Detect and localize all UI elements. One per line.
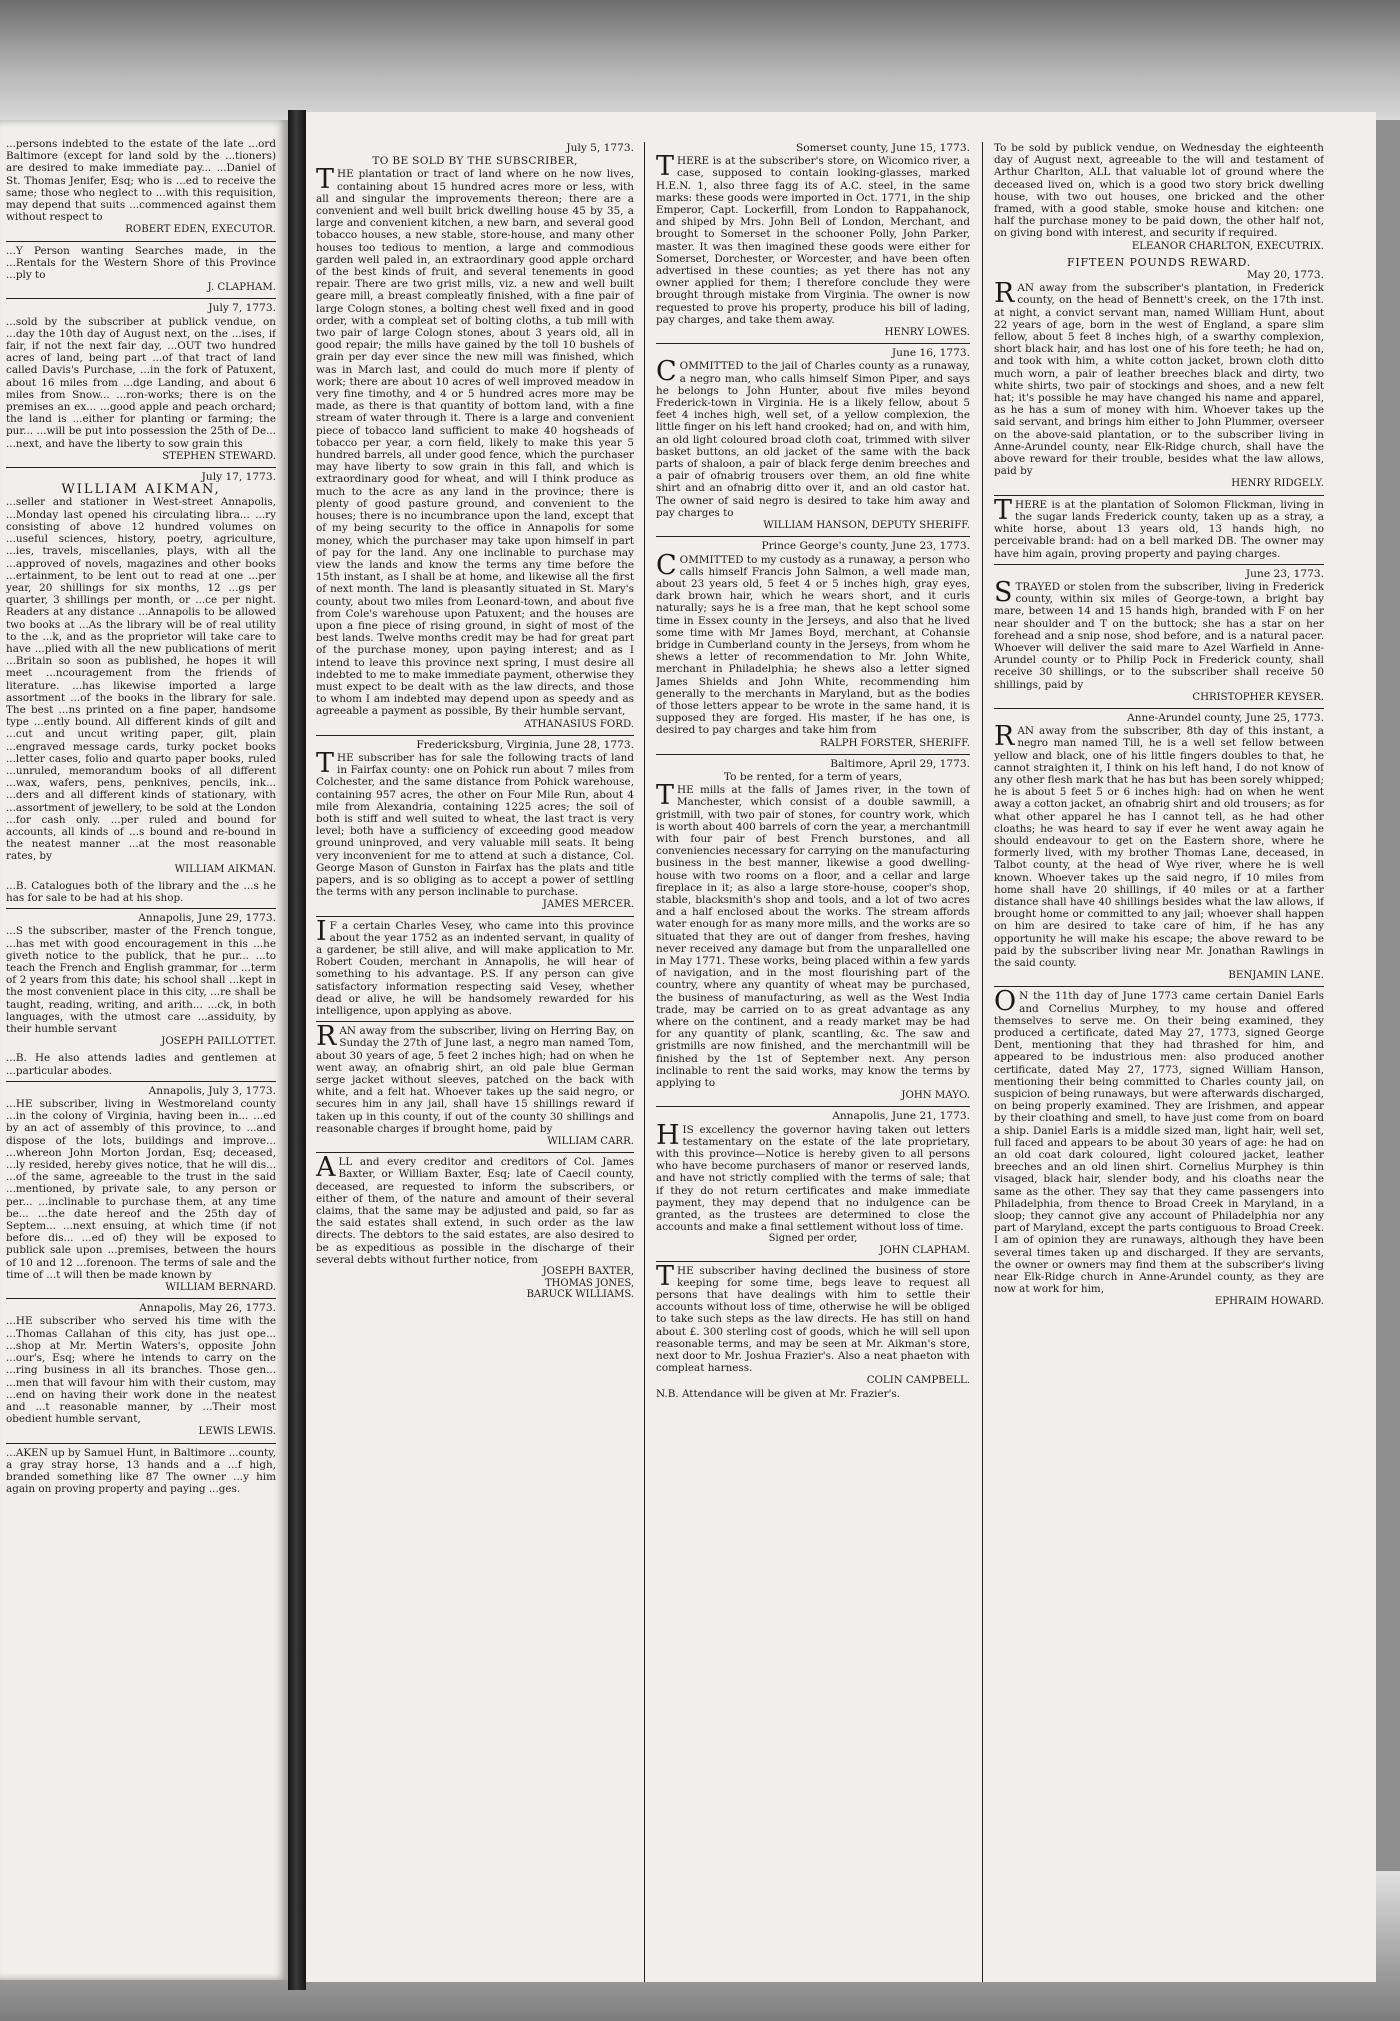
ad-body — [656, 1260, 970, 1375]
ad-signature: HENRY RIDGELY. — [1231, 478, 1324, 490]
ad-dateline: Annapolis, June 29, 1773. — [138, 912, 276, 925]
ad-vesey-notice — [316, 915, 634, 1018]
ad-body: ...HE subscriber, living in Westmoreland county ...in the colony of Virginia, having been in... ...ed by an act of assembly of this province, to ...and dispose of the lots, buildings and improve... ...whereon John Morton Jordan, Esq; deceased, ...ly resided, hereby gives notice, that he will dis... ...of the same, agreeable to the trust in the said ...mentioned, by private sale, to any person or per... ...inclinable to purchase them, at any time be... ...the date hereof and the 25th day of Septem... ...next ensuing, at which time (if not before dis... ...ed of) they will be exposed to publick sale upon ...premises, between the hours of 10 and 12 ...forenoon. The terms of sale and the time of ...t will then be made known by — [6, 1098, 276, 1281]
rule — [656, 343, 970, 344]
ad-body — [994, 494, 1324, 560]
ad-body: To be sold by publick vendue, on Wednesday the eighteenth day of August next, agreeable to the will and testament of Arthur Charlton, ALL that valuable lot of ground where the deceased lived on, which is a good two story brick dwelling house, with two out houses, one bricked and the other framed, with a good stable, smoke house and kitchen: one half the purchase money to be paid down, the other half not, on giving bond with interest, and security if required. — [994, 142, 1324, 240]
signature-line: JOHN CLAPHAM. — [879, 1245, 970, 1257]
ad-aikman-nb — [6, 880, 276, 904]
ad-body: ...AKEN up by Samuel Hunt, in Baltimore ...county, a gray stray horse, 13 hands and a ...f high, branded something like 87 The owner ...y him again on proving property and paying ...ges. — [6, 1446, 276, 1496]
drop-initial: R — [994, 721, 1015, 753]
ad-keyser-mare — [994, 568, 1324, 704]
ad-aikman-library — [6, 471, 276, 876]
signature-line: JOSEPH BAXTER, — [542, 1266, 634, 1278]
ad-dateline: July 17, 1773. — [201, 471, 276, 484]
ad-body — [316, 164, 634, 718]
ad-body — [994, 721, 1324, 969]
signature-line: THOMAS JONES, — [544, 1277, 634, 1289]
ad-steward-land — [6, 302, 276, 463]
rule — [316, 1021, 634, 1022]
ad-signature: ELEANOR CHARLTON, EXECUTRIX. — [1131, 240, 1324, 252]
drop-initial: O — [994, 986, 1017, 1018]
rule — [6, 298, 276, 299]
drop-initial: T — [656, 151, 675, 183]
rule — [6, 1443, 276, 1444]
ad-dateline: May 20, 1773. — [1246, 269, 1324, 282]
drop-initial: T — [994, 494, 1013, 526]
ad-body — [994, 576, 1324, 691]
ad-body: ...B. Catalogues both of the library and the ...s he has for sale to be had at his shop. — [6, 879, 276, 904]
ad-heading: TO BE SOLD BY THE SUBSCRIBER, — [372, 155, 578, 168]
ad-signature: JOHN MAYO. — [901, 1090, 970, 1102]
ad-body — [656, 780, 970, 1090]
ad-reward-heading: FIFTEEN POUNDS REWARD. — [1066, 255, 1252, 269]
drop-initial: R — [316, 1021, 337, 1053]
ad-body — [316, 915, 634, 1018]
ad-signature-lines — [656, 1233, 970, 1256]
signature-line: Signed per order, — [768, 1233, 858, 1245]
column-2 — [656, 142, 970, 1982]
ad-heading: To be rented, for a term of years, — [723, 770, 903, 783]
ad-body — [994, 986, 1324, 1296]
ad-text: AN away from the subscriber, living on Herring Bay, on Sunday the 27th of June last, a negro man named Tom, about 30 years of age, 5 feet 2 inches high; had on when he went away, an ofnabrig shirt, an old pale blue German serge jacket without sleeves, patched on the back with white, and a felt hat. Whoever takes up the said negro, or secures him in any jail, shall have 15 shillings reward if taken up in this county, if out of the county 30 shillings and reasonable charges if brought home, paid by — [316, 1025, 634, 1135]
ad-howard-irishmen — [994, 986, 1324, 1308]
ad-text: LL and every creditor and creditors of Col. James Baxter, or William Baxter, Esq; late of Caecil county, deceased, are requested to inform the subscribers, or either of them, of the nature and amount of their several claims, that the same may be adjusted and paid, so far as the said estates shall extend, in such order as the law directs. The debtors to the said estates, are also desired to be as expeditious as possible in the discharge of their several debts without further notice, from — [316, 1156, 634, 1266]
ad-dateline: Annapolis, July 3, 1773. — [148, 1084, 276, 1097]
ad-bernard-lots — [6, 1085, 276, 1294]
ad-text: HE subscriber has for sale the following tracts of land in Fairfax county: one on Pohick run about 7 miles from Colchester, and the same distance from Pohick warehouse, containing 957 acres, the other on Four Mile Run, about 4 mile from Alexandria, containing 1225 acres; the soil of both is stiff and well suited to wheat, the last tract is very level; both have a sufficiency of exceeding good meadow ground uninproved, and very valuable mill seats. It being very inconvenient for me to attend at such a distance, Col. George Mason of Gunston in Fairfax has the plats and title papers, and is so obliging as to accept a power of settling the terms with any person inclinable to purchase. — [316, 751, 634, 899]
ad-governor-notice — [656, 1110, 970, 1256]
ad-eden-executor — [6, 138, 276, 237]
ad-dateline: Annapolis, May 26, 1773. — [139, 1302, 276, 1315]
ad-body — [316, 747, 634, 899]
ad-dateline: Prince George's county, June 23, 1773. — [761, 540, 970, 553]
ad-signature: WILLIAM CARR. — [547, 1136, 634, 1148]
ad-lane-runaway — [994, 712, 1324, 982]
ad-dateline: Baltimore, April 29, 1773. — [830, 757, 970, 770]
signature-line: BARUCK WILLIAMS. — [526, 1289, 634, 1301]
drop-initial: A — [316, 1152, 336, 1184]
ad-forster-committed — [656, 540, 970, 749]
drop-initial: R — [994, 278, 1015, 310]
rule — [656, 536, 970, 537]
ad-ridgely-runaway — [994, 257, 1324, 491]
ad-text: AN away from the subscriber's plantation, in Frederick county, on the head of Bennett's creek, on the 17th inst. at night, a convict servant man, named William Hunt, about 22 years of age, born in the west of England, a spare slim fellow, about 5 feet 8 inches high, of a swarthy complexion, short black hair, and has lost one of his fore teeth; he had on, and took with him, a white cotton jacket, brown cloth ditto much worn, a pair of leather breeches black and dirty, two white shirts, two pair of stockings and shoes, and a new felt hat; it's possible he may have changed his name and apparel, as he has a sum of money with him. Whoever takes up the said servant, and brings him either to John Plummer, overseer on the above-said plantation, or to the subscriber living in Anne-Arundel county, near Elk-Ridge church, shall have the above reward for their trouble, besides what the law allows, paid by — [994, 282, 1324, 478]
rule — [316, 1152, 634, 1153]
ad-signature: WILLIAM BERNARD. — [165, 1282, 276, 1294]
column-rule — [982, 142, 983, 1982]
rule — [656, 1261, 970, 1262]
rule — [994, 986, 1324, 987]
ad-body — [656, 356, 970, 519]
ad-body: ...B. He also attends ladies and gentlemen at ...particular abodes. — [6, 1052, 276, 1077]
ad-searches-clapham — [6, 245, 276, 295]
ad-text: TRAYED or stolen from the subscriber, living in Frederick county, within six miles of George-town, a bright bay mare, between 14 and 15 hands high, branded with F on her near shoulder and T on the buttock; she has a star on her forehead and a snip nose, shod before, and is a natural pacer. Whoever will deliver the said mare to Azel Warfield in Anne-Arundel county or to Philip Pock in Frederick county, shall receive 30 shillings, or to the subscriber shall receive 50 shillings, paid by — [994, 580, 1324, 691]
ad-signature: EPHRAIM HOWARD. — [1214, 1296, 1324, 1308]
ad-signature: ROBERT EDEN, EXECUTOR. — [125, 224, 276, 236]
ad-body — [316, 1021, 634, 1135]
drop-initial: T — [656, 1260, 675, 1292]
ad-signature: LEWIS LEWIS. — [198, 1426, 276, 1438]
ad-body: ...seller and stationer in West-street Annapolis, ...Monday last opened his circulating libra... ...ry consisting of above 12 hundred volumes on ...useful sciences, history, poetry, agriculture, ...ies, travels, miscellanies, plays, with all the ...approved of novels, magazines and other books ...ertainment, to be lent out to read at one ...per year, 20 shillings for six months, 12 ...gs per quarter, 3 shillings per month, or ...ce per night. Readers at any distance ...Annapolis to be allowed two books at ...As the library will be of real utility to the ...k, and as the proprietor will take care to have ...plied with all the new publications of merit ...Britain so soon as published, he hopes it will meet ...ncouragement from the friends of literature. ...has likewise imported a large assortment ...of the books in the library for sale. The best ...ns printed on a fine paper, handsome type ...ently bound. All different kinds of gilt and ...cut and uncut writing paper, gilt, plain ...engraved message cards, turky pocket books ...letter cases, folio and quarto paper books, ruled ...unruled, memorandum books of all different ...wax, wafers, pens, penknives, pencils, ink... ...ders and all different kinds of stationary, with ...assortment of jewellery, to be sold at the London ...for cash only. ...per ruled and bound for accounts, all kinds of ...s bound and re-bound in the neatest manner ...at the most reasonable rates, by — [6, 496, 276, 863]
ad-lewis-shop — [6, 1302, 276, 1438]
ad-body — [656, 549, 970, 737]
ad-body: ...S the subscriber, master of the French tongue, ...has met with good encouragement in this ...he giveth notice to the publick, that he pur... ...to teach the French and English grammar, for ...term of 2 years from this date; his school shall ...kept in the most convenient place in this city, ...re shall be taught, reading, writing, and arith... ...ck, in both languages, with the utmost care ...assiduity, by their humble servant — [6, 925, 276, 1036]
rule — [316, 735, 634, 736]
ad-text: F a certain Charles Vesey, who came into this province about the year 1752 as an indented servant, in quality of a gardener, be still alive, and will make application to Mr. Robert Couden, merchant in Annapolis, he will hear of something to his advantage. P.S. If any person can give satisfactory information respecting said Vesey, whether dead or alive, he will be handsomely rewarded for his intelligence, upon applying as above. — [316, 919, 634, 1018]
ad-signature: ATHANASIUS FORD. — [523, 718, 634, 730]
left-column — [6, 138, 276, 1980]
ad-text: OMMITTED to the jail of Charles county as a runaway, a negro man, who calls himself Simon Piper, and says he belongs to John Hunter, about five miles beyond Frederick-town in Virginia. He is a likely fellow, about 5 feet 4 inches high, well set, of a yellow complexion, the little finger on his left hand crooked; had on, and with him, an old light coloured broad cloth coat, trimmed with silver basket buttons, an old jacket of the same with the back parts of shaloon, a pair of black ferge denim breeches and a pair of ofnabrig trousers over them, an old fine white shirt and an ofnabrig ditto over it, and an old castor hat. The owner of said negro is desired to take him away and pay charges to — [656, 360, 970, 519]
ad-body: ...persons indebted to the estate of the late ...ord Baltimore (except for land sold by the ...tioners) are desired to make immediate pay... ...Daniel of St. Thomas Jenifer, Esq; who is ...ed to receive the same; those who neglect to ...with this requisition, may depend that suits ...commenced against them without respect to — [6, 138, 276, 224]
ad-text: HERE is at the subscriber's store, on Wicomico river, a case, supposed to contain looking-glasses, marked H.E.N. 1, also three fagg its of A.C. steel, in the same marks: these goods were imported in Oct. 1771, in the ship Emperor, Capt. Lockerfill, from London to Rappahanock, and shiped by Mrs. John Bell of London, Merchant, and brought to Somerset in the schooner Polly, John Parker, master. It was then imagined these goods were either for Somerset, Dorchester, or Worcester, and have been often advertised in these counties; as yet there has not any owner applied for them; I therefore conclude they were brought through mistake from Virginia. The owner is now requested to prove his property, produce his bill of lading, pay charges, and take them away. — [656, 155, 970, 326]
ad-text: HE plantation or tract of land where on he now lives, containing about 15 hundred acres more or less, with all and singular the improvements thereon; there are a convenient and well built brick dwelling house 45 by 35, a large and convenient kitchen, a new barn, and several good tobacco houses, a new stable, store-house, and many other houses too tedious to mention, a large and commodious garden well paled in, an extraordinary good apple orchard of the best kinds of fruit, and several tenements in good repair. There are two grist mills, viz. a new and well built geare mill, a breast compleatly finished, with a fine pair of large Cologn stones, a bolting chest well fixed and in good order, with a compleat set of bolting cloths, a tub mill with two pair of large Cologn stones, about 3 years old, all in good repair; the mills have gained by the toll 10 bushels of grain per day ever since the new mill was finished, which was in March last, and could do much more if plenty of work; there are about 10 acres of well improved meadow in very fine timothy, and 4 or 5 hundred acres more may be made, as there is that quantity of bottom land, with a fine stream of water through it. There is a large and convenient piece of tobacco land sufficient to make 40 hogsheads of tobacco per year, a corn field, likely to make this year 5 hundred barrels, all under good fence, which the purchaser may have liberty to sow grain in this fall, and which is extraordinary good for wheat, and will I think produce as much to the acre as any land in the province; there is plenty of good pasture ground, and convenient to the houses; there is no incumbrance upon the land, except that of my being security to the office in Annapolis for some money, which the purchaser may take upon himself in part of pay for the land. Any one inclinable to purchase may view the lands and know the terms any time before the 15th instant, as I shall be at home, and likewise all the first of next month. The land is pleasantly situated in St. Mary's county, about two miles from Leonard-town, and about five from Cole's warehouse upon Patuxent; and the houses are upon a fine piece of rising ground, in sight of most of the best lands. Twelve months credit may be had for great part of the purchase money, upon paying interest; and as I intend to leave this province next spring, I must desire all indebted to me to make immediate payment, otherwise they must expect to be dealt with as the law directs, and those to whom I am indebted may depend upon as speedy and as agreeable a payment as possible, By their humble servant, — [316, 168, 634, 718]
column-rule — [644, 142, 645, 1982]
ad-paillottet-french — [6, 912, 276, 1048]
ad-campbell-store — [656, 1260, 970, 1400]
ad-signature: STEPHEN STEWARD. — [162, 450, 276, 462]
ad-signature: COLIN CAMPBELL. — [866, 1375, 970, 1387]
rule — [6, 1081, 276, 1082]
drop-initial: C — [656, 356, 677, 388]
ad-ford-plantation — [316, 142, 634, 731]
column-1 — [316, 142, 634, 1982]
ad-text: HE mills at the falls of James river, in the town of Manchester, which consist of a double sawmill, a gristmill, with two pair of stones, for country work, which is worth about 400 barrels of corn the year, a merchantmill with four pair of best French burstones, and all conveniencies necessary for carrying on the manufacturing business in the best manner, likewise a good dwelling-house with two rooms on a floor, and a cellar and large fireplace in it; as also a large store-house, cooper's shop, stable, blacksmith's shop and tools, and a lot of two acres and a half enclosed about the works. The stream affords water enough for as many more mills, and the works are so situated that they are out of danger from freshes, having never received any damage but from the unparallelled one in May 1771. These works, being placed within a few yards of navigation, and in the most flourishing part of the country, where any quantity of wheat may be purchased, the business of manufacturing, as well as the West India trade, may be carried on to as great advantage as any where on the continent, and a ready market may be had for any quantity of plank, scantling, &c. The saw and gristmills are now finished, and the merchantmill will be finished by the 1st of September next. Any person inclinable to rent the said works, may know the terms by applying to — [656, 784, 970, 1090]
ad-signature: J. CLAPHAM. — [207, 282, 276, 294]
ad-paillottet-nb — [6, 1052, 276, 1076]
ad-body — [656, 151, 970, 326]
ad-text: AN away from the subscriber, 8th day of this instant, a negro man named Till, he is a well set fellow between yellow and black, one of his little fingers doubles to that, he cannot straighten it, I think on his left hand, I do not know of any other flesh mark that he has but has been sorely whipped; he is about 5 feet 5 or 6 inches high: had on when he went away a cotton jacket, an ofnabrig shirt and old trousers; as for what other apparel he has I cannot tell, as he had other cloaths; he was heard to say if ever he went away again he should endeavour to get on the Eastern shore, where he formerly lived, with my brother Thomas Lane, deceased, in Talbot county, at the head of Wye river, where he is well known. Whoever takes up the said negro, if 10 miles from home shall have 20 shillings, if 40 miles or at a farther distance shall have 40 shillings besides what the law allows, if brought home or committed to any jail; whoever shall happen on him are desired to take care of him, if he has any opportunity he will make his escape; the above reward to be paid by the subscriber living near Mr. Jonathan Rawlings in the said county. — [994, 725, 1324, 969]
rule — [6, 467, 276, 468]
ad-heading: WILLIAM AIKMAN, — [61, 482, 221, 498]
column-3 — [994, 142, 1324, 1982]
rule — [6, 1298, 276, 1299]
ad-signature: CHRISTOPHER KEYSER. — [1192, 691, 1324, 703]
ad-dateline: Somerset county, June 15, 1773. — [796, 142, 970, 154]
ad-dateline: June 23, 1773. — [1245, 567, 1324, 580]
rule — [6, 908, 276, 909]
drop-initial: H — [656, 1119, 680, 1151]
rule — [994, 495, 1324, 496]
rule — [316, 916, 634, 917]
rule — [656, 1106, 970, 1107]
ad-body — [656, 1119, 970, 1234]
rule — [994, 708, 1324, 709]
ad-signature: JOSEPH PAILLOTTET. — [161, 1036, 276, 1048]
ad-signature: HENRY LOWES. — [884, 327, 970, 339]
ad-signature: WILLIAM AIKMAN. — [174, 863, 276, 875]
ad-body: ...HE subscriber who served his time with the ...Thomas Callahan of this city, has just ope... ...shop at Mr. Mertin Waters's, opposite John ...our's, Esq; where he intends to carry on the ...ring business in all its branches. Those gen... ...men that will favour him with their custom, may ...end on having their work done in the neatest and ...t reasonable manner, by ...Their most obedient humble servant, — [6, 1315, 276, 1426]
ad-text: IS excellency the governor having taken out letters testamentary on the estate of the late proprietary, with this province—Notice is hereby given to all persons who have become purchasers of manor or reserved lands, and have not strictly complied with the terms of sale; that if they do not return certificates and make immediate payment, they may depend that no indulgence can be granted, as the trustees are determined to close the accounts and make a final settlement without loss of time. — [656, 1123, 970, 1234]
drop-initial: T — [656, 780, 675, 812]
ad-carr-runaway — [316, 1021, 634, 1148]
ad-dateline: Annapolis, June 21, 1773. — [832, 1110, 970, 1123]
drop-initial: I — [316, 915, 327, 947]
scan-shadow-top — [0, 0, 1400, 120]
book-gutter — [288, 110, 306, 1990]
ad-dateline: July 7, 1773. — [208, 302, 276, 315]
ad-signature: JAMES MERCER. — [542, 899, 634, 911]
ad-dateline: June 16, 1773. — [891, 347, 970, 360]
ad-postscript: N.B. Attendance will be given at Mr. Frazier's. — [656, 1387, 901, 1400]
rule — [6, 241, 276, 242]
left-page — [0, 120, 288, 1980]
ad-mayo-mills — [656, 758, 970, 1103]
ad-body: ...Y Person wanting Searches made, in the ...Rentals for the Western Shore of this Province ...ply to — [6, 244, 276, 282]
drop-initial: S — [994, 576, 1013, 608]
rule — [656, 754, 970, 755]
right-page — [306, 112, 1376, 1982]
ad-text: OMMITTED to my custody as a runaway, a person who calls himself Francis John Salmon, a well made man, about 23 years old, 5 feet 4 or 5 inches high, gray eyes, dark brown hair, which he wears short, and it curls naturally; says he is a free man, that he kept school some time in Essex county in the Jerseys, and also that he lived some time with Mr James Boyd, merchant, at Cohansie bridge in Cumberland county in the Jerseys, from whom he shews a letter of recommendation to Mr. John White, merchant in Philadelphia; he shews also a letter signed James Shields and John White, recommending him generally to the merchants in Maryland, but as the bodies of those letters appear to be wrote in the same hand, it is supposed they are forged. His master, if he has one, is desired to pay charges and take him from — [656, 553, 970, 737]
ad-dateline: Anne-Arundel county, June 25, 1773. — [1127, 711, 1324, 724]
drop-initial: T — [316, 747, 335, 779]
ad-hanson-committed — [656, 347, 970, 532]
ad-body — [994, 278, 1324, 478]
ad-flickman-stray — [994, 494, 1324, 560]
drop-initial: C — [656, 549, 677, 581]
ad-dateline: July 5, 1773. — [566, 142, 634, 154]
ad-signature: BENJAMIN LANE. — [1228, 970, 1324, 982]
ad-lowes-goods — [656, 142, 970, 339]
ad-signature-lines — [316, 1266, 634, 1301]
rule — [994, 564, 1324, 565]
ad-body — [316, 1152, 634, 1266]
ad-text: N the 11th day of June 1773 came certain Daniel Earls and Cornelius Murphey, to my house and offered themselves to serve me. On their being examined, they produced a certificate, dated May 27, 1773, signed George Dent, mentioning that they had thrashed for him, and appeared to be industrious men: also produced another certificate, dated May 27, 1773, signed William Hanson, mentioning their being committed to Charles county jail, on suspicion of being runaways, but were afterwards discharged, on being properly examined. They are Irishmen, and appear by their cloathing and smell, to have just come from on board a ship. Daniel Earls is a middle sized man, light hair, well set, full faced and appears to be about 30 years of age: he had on an old coat dark coloured, light coloured jacket, leather breeches and an old linen shirt. Cornelius Murphey is thin visaged, black hair, slender body, and his cloaths near the same as the other. They say that they came passengers into Philadelphia, from thence to Broad Creek in Maryland, in a sloop; they cannot give any account of Philadelphia nor any part of Maryland, except the parts contiguous to Broad Creek. I am of opinion they are runaways, although they have been several times taken up and discharged. If they are servants, the owner or owners may find them at the subscriber's living near Elk-Ridge church in Anne-Arundel county, as they are now at work for him, — [994, 990, 1324, 1296]
ad-signature: RALPH FORSTER, SHERIFF. — [819, 737, 970, 749]
ad-mercer-land — [316, 739, 634, 912]
drop-initial: T — [316, 164, 335, 196]
ad-hunt-stray — [6, 1447, 276, 1496]
ad-baxter-creditors — [316, 1152, 634, 1301]
ad-body: ...sold by the subscriber at publick vendue, on ...day the 10th day of August next, on the ...ises, if fair, if not the next fair day, ...OUT two hundred acres of land, being part ...of that tract of land called Davis's Purchase, ...in the fork of Patuxent, about 16 miles from ...dge Landing, and about 6 miles from Snow... ...ron-works; there is on the premises an ex... ...good apple and peach orchard; the land is ...either for planting or farming; the pur... ...will be put into possession the 25th of De... ...next, and have the liberty to sow grain this — [6, 315, 276, 450]
ad-text: HERE is at the plantation of Solomon Flickman, living in the sugar lands Frederick county, taken up as a stray, a white horse, about 13 years old, 13 hands high, no perceivable brand: had on a bell marked DB. The owner may have him again, proving property and paying charges. — [994, 498, 1324, 560]
ad-dateline: Fredericksburg, Virginia, June 28, 1773. — [416, 738, 634, 751]
ad-signature: WILLIAM HANSON, DEPUTY SHERIFF. — [763, 520, 970, 532]
ad-charlton-vendue — [994, 142, 1324, 253]
ad-text: HE subscriber having declined the business of store keeping for some time, begs leave to request all persons that have dealings with him to settle their accounts without loss of time, otherwise he will be obliged to take such steps as the law directs. He has still on hand about £. 300 sterling cost of goods, which he will sell upon reasonable terms, and may be seen at Mr. Aikman's store, next door to Mr. Joshua Frazier's. Also a neat phaeton with compleat harness. — [656, 1264, 970, 1375]
